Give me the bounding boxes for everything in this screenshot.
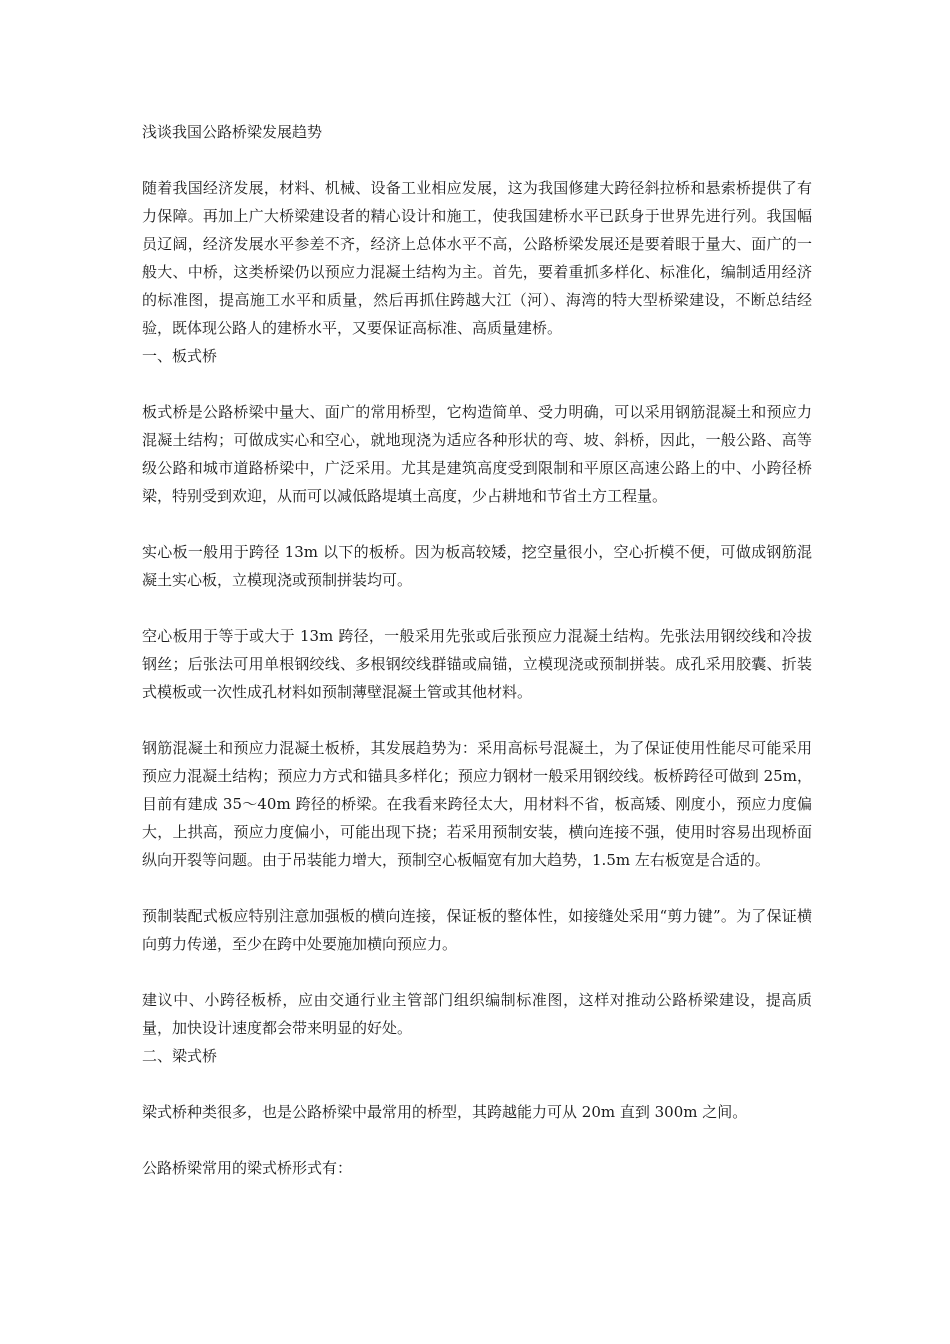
intro-paragraph: 随着我国经济发展，材料、机械、设备工业相应发展，这为我国修建大跨径斜拉桥和悬索桥提供了有力保障。再加上广大桥梁建设者的精心设计和施工，使我国建桥水平已跃身于世界先进行列。我国幅员辽阔，经济发展水平参差不齐，经济上总体水平不高，公路桥梁发展还是要着眼于量大、面广的一般大、中桥，这类桥梁仍以预应力混凝土结构为主。首先，要着重抓多样化、标准化，编制适用经济的标准图，提高施工水平和质量，然后再抓住跨越大江（河）、海湾的特大型桥梁建设，不断总结经验，既体现公路人的建桥水平，又要保证高标准、高质量建桥。 xyxy=(142,179,812,337)
slab-bridge-paragraph-3: 空心板用于等于或大于 13m 跨径，一般采用先张或后张预应力混凝土结构。先张法用钢绞线和冷拔钢丝；后张法可用单根钢绞线、多根钢绞线群锚或扁锚，立模现浇或预制拼装。成孔采用胶囊、折装式模板或一次性成孔材料如预制薄壁混凝土管或其他材料。 xyxy=(142,627,812,701)
document-title: 浅谈我国公路桥梁发展趋势 xyxy=(142,123,323,141)
section-heading-beam-bridge: 二、梁式桥 xyxy=(142,1047,218,1065)
slab-bridge-paragraph-5: 预制装配式板应特别注意加强板的横向连接，保证板的整体性，如接缝处采用“剪力键”。为了保证横向剪力传递，至少在跨中处要施加横向预应力。 xyxy=(142,907,812,953)
slab-bridge-paragraph-2: 实心板一般用于跨径 13m 以下的板桥。因为板高较矮，挖空量很小，空心折模不便，可做成钢筋混凝土实心板，立模现浇或预制拼装均可。 xyxy=(142,543,812,589)
document-page xyxy=(142,118,812,1182)
beam-bridge-paragraph-2: 公路桥梁常用的梁式桥形式有： xyxy=(142,1159,353,1177)
section-heading-slab-bridge: 一、板式桥 xyxy=(142,347,218,365)
slab-bridge-paragraph-4: 钢筋混凝土和预应力混凝土板桥，其发展趋势为：采用高标号混凝土，为了保证使用性能尽可能采用预应力混凝土结构；预应力方式和锚具多样化；预应力钢材一般采用钢绞线。板桥跨径可做到 25m，目前有建成 35～40m 跨径的桥梁。在我看来跨径太大，用材料不省，板高矮、刚度小，预应力度偏大，上拱高，预应力度偏小，可能出现下挠；若采用预制安装，横向连接不强，使用时容易出现桥面纵向开裂等问题。由于吊装能力增大，预制空心板幅宽有加大趋势，1.5m 左右板宽是合适的。 xyxy=(142,739,812,869)
beam-bridge-paragraph-1: 梁式桥种类很多，也是公路桥梁中最常用的桥型，其跨越能力可从 20m 直到 300m 之间。 xyxy=(142,1103,748,1121)
slab-bridge-paragraph-6: 建议中、小跨径板桥，应由交通行业主管部门组织编制标准图，这样对推动公路桥梁建设，提高质量，加快设计速度都会带来明显的好处。 xyxy=(142,991,812,1037)
slab-bridge-paragraph-1: 板式桥是公路桥梁中量大、面广的常用桥型，它构造简单、受力明确，可以采用钢筋混凝土和预应力混凝土结构；可做成实心和空心，就地现浇为适应各种形状的弯、坡、斜桥，因此，一般公路、高等级公路和城市道路桥梁中，广泛采用。尤其是建筑高度受到限制和平原区高速公路上的中、小跨径桥梁，特别受到欢迎，从而可以减低路堤填土高度，少占耕地和节省土方工程量。 xyxy=(142,403,812,505)
